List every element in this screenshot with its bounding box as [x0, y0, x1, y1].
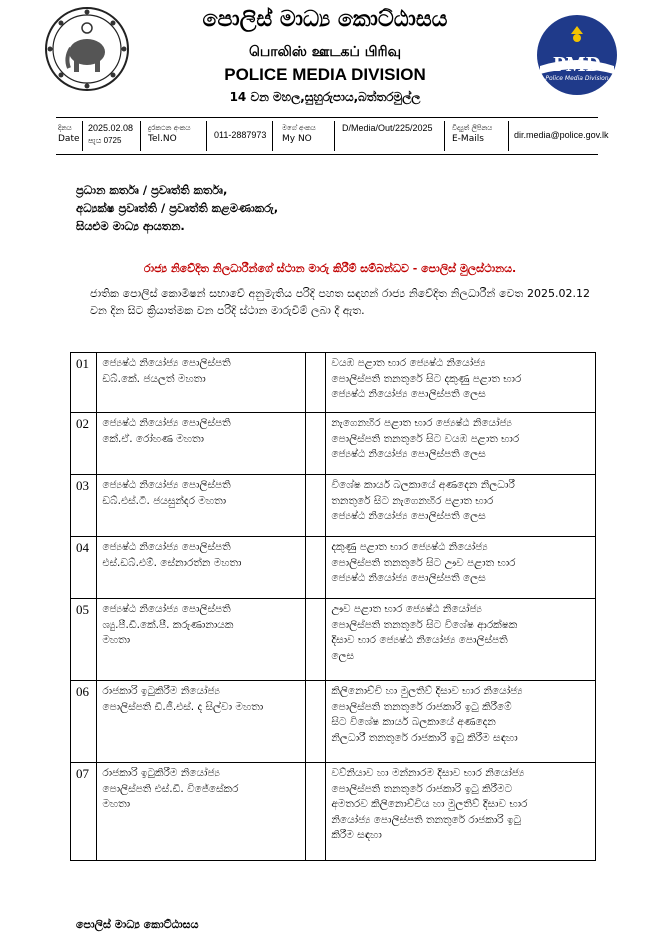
transfer-row	[71, 681, 596, 763]
officer-line: ඩබ්.එස්.ටී. ජයසුන්දර මහතා	[102, 494, 227, 507]
english-title: POLICE MEDIA DIVISION	[224, 65, 426, 84]
officer-cell	[97, 681, 306, 763]
posting-line: පොලිස්පති තනතුරේ රාජකාරි ඉටු කිරීමට	[331, 782, 513, 795]
posting-line: කිරීම සඳහා	[331, 829, 382, 841]
reference-strip	[56, 117, 609, 155]
officer-line: ජ්‍යෙෂ්ඨ නියෝජ්‍ය පොලිස්පති	[102, 479, 231, 491]
transfer-row	[71, 475, 596, 537]
transfer-row	[71, 599, 596, 681]
posting-line: පොලිස්පති තනතුරේ සිට දකුණු පළාත භාර	[331, 372, 522, 385]
posting-line: වව්නියාව හා මන්නාරම දිසාව භාර නියෝජ්‍ය	[331, 767, 525, 779]
officer-cell	[97, 353, 306, 413]
posting-line: පොලිස්පති තනතුරේ සිට ඌව පළාත භාර	[331, 556, 516, 569]
date-value: 2025.02.08	[88, 123, 134, 133]
officer-line: ජ්‍යෙෂ්ඨ නියෝජ්‍ය පොලිස්පති	[102, 541, 231, 553]
tamil-title: பொலிஸ் ஊடகப் பிரிவு	[248, 44, 402, 60]
transfer-number: 02	[71, 413, 97, 475]
officer-cell	[97, 599, 306, 681]
posting-line: පොලිස්පති තනතුරේ සිට වයඹ පළාත භාර	[331, 432, 520, 445]
column-gap	[306, 475, 326, 537]
officer-cell	[97, 763, 306, 861]
column-gap	[306, 681, 326, 763]
email-label-si: විද්‍යුත් ලිපිනය	[452, 124, 493, 132]
police-emblem-icon	[44, 6, 130, 92]
posting-cell	[326, 681, 596, 763]
posting-line: දිසාව භාර ජ්‍යෙෂ්ඨ නියෝජ්‍ය පොලිස්පති	[331, 634, 508, 646]
posting-cell	[326, 353, 596, 413]
officer-line: මහතා	[102, 634, 131, 646]
office-address: 14 වන මහල,සුහුරුපාය,බත්තරමුල්ල	[229, 90, 421, 104]
posting-line: ජ්‍යෙෂ්ඨ නියෝජ්‍ය පොලිස්පති ලෙස	[331, 572, 486, 584]
email-label-en: E-Mails	[452, 134, 484, 144]
officer-line: මහතා	[102, 798, 131, 810]
column-gap	[306, 599, 326, 681]
addressee-line: සියළුම මාධ්‍ය ආයතන.	[76, 219, 185, 233]
intro-paragraph: ජාතික පොලිස් කොමිෂන් සභාවේ අනුමැතිය පරිදි පහත සඳහන් රාජ්‍ය නිවේදිත නිලධාරීන් වෙත 2025.02.12 වන දින සිට ක්‍රියාත්මක වන පරිදි ස්ථාන මාරුවීම් ලබා දී ඇත.	[90, 287, 590, 317]
time-value: පැය 0725	[88, 136, 122, 145]
posting-line: ඌව පළාත භාර ජ්‍යෙෂ්ඨ නියෝජ්‍ය	[331, 603, 482, 615]
posting-line: ජ්‍යෙෂ්ඨ නියෝජ්‍ය පොලිස්පති ලෙස	[331, 388, 486, 400]
officer-line: ජ්‍යෙෂ්ඨ නියෝජ්‍ය පොලිස්පති	[102, 603, 231, 615]
email-value: dir.media@police.gov.lk	[514, 130, 609, 140]
transfer-row	[71, 413, 596, 475]
column-gap	[306, 413, 326, 475]
posting-line: පොලිස්පති තනතුරේ සිට විශේෂ ආරක්ෂක	[331, 618, 518, 631]
officer-cell	[97, 537, 306, 599]
posting-cell	[326, 413, 596, 475]
officer-line: පොලිස්පති එස්.ඩී. විජේසේකර	[102, 782, 239, 795]
addressee-line: ප්‍රධාන කර්තෘ / ප්‍රවෘත්ති කර්තෘ,	[76, 183, 228, 197]
transfers-table	[70, 352, 596, 861]
posting-line: නැගෙනහිර පළාත භාර ජ්‍යෙෂ්ඨ නියෝජ්‍ය	[331, 417, 512, 429]
pmd-logo	[536, 14, 618, 96]
transfer-row	[71, 537, 596, 599]
date-label-en: Date	[58, 134, 80, 144]
posting-line: දකුණු පළාත භාර ජ්‍යෙෂ්ඨ නියෝජ්‍ය	[331, 541, 488, 553]
addressee-line: අධ්‍යක්ෂ ප්‍රවෘත්ති / ප්‍රවෘත්ති කළමණාකරු,	[76, 201, 279, 215]
transfer-number: 01	[71, 353, 97, 413]
transfer-number: 07	[71, 763, 97, 861]
pmd-logo-subtext: Police Media Division	[545, 75, 609, 82]
posting-line: සිට විශේෂ කාර්ය බලකායේ අණදෙන	[331, 716, 496, 728]
transfer-number: 06	[71, 681, 97, 763]
sinhala-title: පොලිස් මාධ්‍ය කොට්ඨාසය	[202, 7, 448, 32]
tel-value: 011-2887973	[214, 130, 267, 140]
my-no-label-en: My NO	[282, 134, 312, 144]
posting-line: ජ්‍යෙෂ්ඨ නියෝජ්‍ය පොලිස්පති ලෙස	[331, 448, 486, 460]
officer-line: ශ්‍යු.පී.ඩී.කේ.පී. කරුණානායක	[102, 618, 234, 631]
officer-line: පොලිස්පති ඩී.ජී.එස්. ද සිල්වා මහතා	[102, 700, 264, 713]
tel-label-si: දුරකථන අංකය	[148, 124, 191, 132]
posting-line: නිලධාරී තනතුරේ රාජකාරි ඉටු කිරීම සඳහා	[331, 731, 518, 744]
tel-label-en: Tel.NO	[148, 134, 177, 144]
posting-line: නියෝජ්‍ය පොලිස්පති තනතුරේ රාජකාරි ඉටු	[331, 813, 522, 826]
transfer-number: 03	[71, 475, 97, 537]
officer-line: රාජකාරි ඉටුකිරීම නියෝජ්‍ය	[102, 685, 220, 697]
transfer-row	[71, 353, 596, 413]
posting-line: විශේෂ කාර්ය බලකායේ අණදෙන නිලධාරී	[331, 479, 515, 491]
subject-line: රාජ්‍ය නිවේදිත නිලධාරීන්ගේ ස්ථාන මාරු කිරීම් සම්බන්ධව - පොලිස් මුලස්ථානය.	[143, 262, 517, 275]
posting-cell	[326, 763, 596, 861]
my-no-value: D/Media/Out/225/2025	[342, 123, 433, 133]
officer-line: ඩබ්.කේ. ජයලත් මහතා	[102, 372, 206, 385]
column-gap	[306, 537, 326, 599]
column-gap	[306, 763, 326, 861]
officer-line: ජ්‍යෙෂ්ඨ නියෝජ්‍ය පොලිස්පති	[102, 357, 231, 369]
officer-line: රාජකාරි ඉටුකිරීම නියෝජ්‍ය	[102, 767, 220, 779]
posting-line: පොලිස්පති තනතුරේ රාජකාරි ඉටු කිරීමේ	[331, 700, 512, 713]
date-label-si: දිනය	[58, 124, 72, 132]
transfer-row	[71, 763, 596, 861]
officer-line: එස්.ඩබ්.එම්. සේනාරත්න මහතා	[102, 556, 242, 569]
posting-line: කිලිනොච්චි හා මුලතිව් දිසාව භාර නියෝජ්‍ය	[331, 685, 523, 697]
pmd-logo-text: PMD	[553, 52, 601, 76]
officer-line: කේ.ඒ. රෝහණ මහතා	[102, 432, 204, 445]
footer-signature: පොලිස් මාධ්‍ය කොට්ඨාසය	[76, 918, 199, 931]
posting-line: ජ්‍යෙෂ්ඨ නියෝජ්‍ය පොලිස්පති ලෙස	[331, 510, 486, 522]
officer-line: ජ්‍යෙෂ්ඨ නියෝජ්‍ය පොලිස්පති	[102, 417, 231, 429]
posting-line: තනතුරේ සිට නැගෙනහිර පළාත භාර	[331, 494, 494, 507]
posting-line: අමතරව කිලිනොච්චිය හා මුලතිව් දිසාව භාර	[331, 798, 528, 810]
transfer-number: 05	[71, 599, 97, 681]
officer-cell	[97, 413, 306, 475]
my-no-label-si: මගේ අංකය	[282, 124, 316, 132]
transfer-number: 04	[71, 537, 97, 599]
officer-cell	[97, 475, 306, 537]
posting-cell	[326, 537, 596, 599]
posting-line: වයඹ පළාත භාර ජ්‍යෙෂ්ඨ නියෝජ්‍ය	[331, 357, 486, 369]
posting-cell	[326, 475, 596, 537]
posting-line: ලෙස	[331, 649, 355, 662]
column-gap	[306, 353, 326, 413]
posting-cell	[326, 599, 596, 681]
